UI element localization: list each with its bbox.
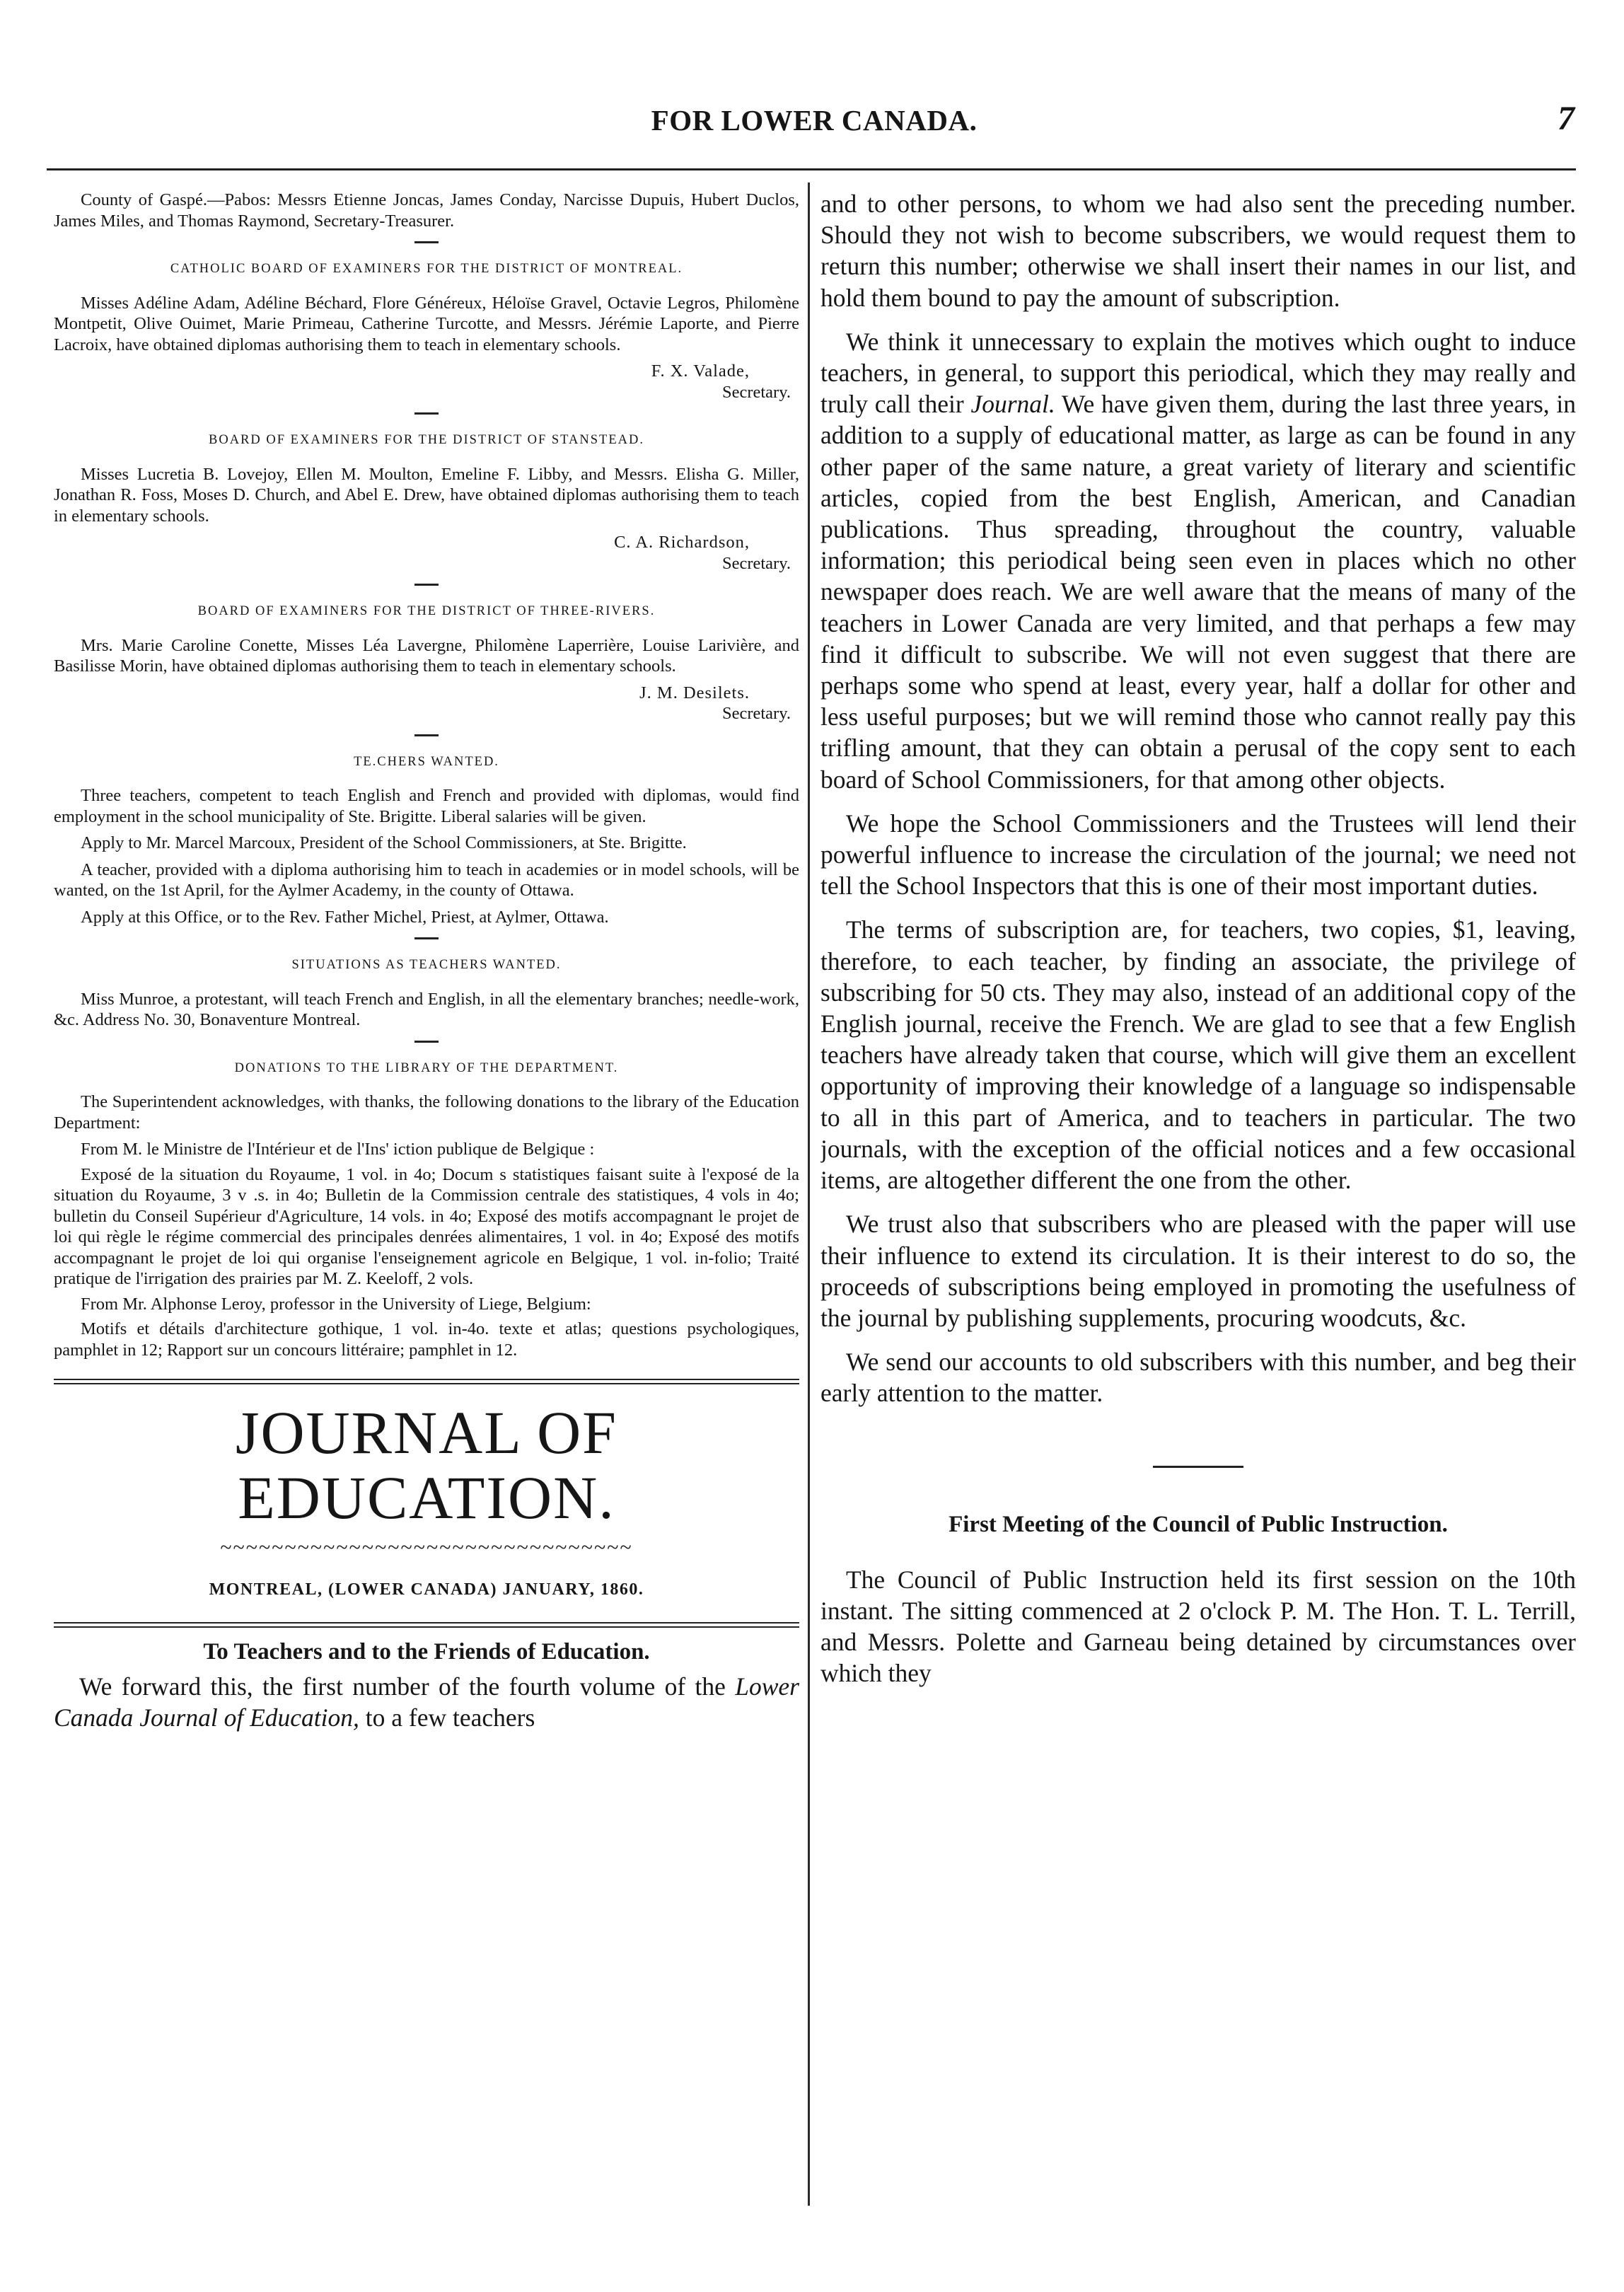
separator-dash [414,241,439,243]
stanstead-board-signature: C. A. Richardson, [614,533,750,552]
separator-dash [414,412,439,415]
column-divider [808,183,810,2206]
masthead-ornament: ~~~~~~~~~~~~~~~~~~~~~~~~~~~~~~~~ [220,1536,633,1559]
teachers-wanted-para: A teacher, provided with a diploma authorising him to teach in academies or in model schools, will be wanted, on the 1st April, for the Aylmer Academy, in the county of Ottawa. [54,860,799,900]
three-rivers-board-signature: J. M. Desilets. [639,683,750,702]
donations-para: Motifs et détails d'architecture gothique, 1 vol. in-4o. texte et atlas; questions psychologiques, pamphlet in 12; Rapport sur un concours littéraire; pamphlet in 12. [54,1319,799,1360]
trust-para: We trust also that subscribers who are pleased with the paper will use their influence to extend its circulation. It is their interest to do so, the proceeds of subscriptions being employed in promoting the usefulness of the journal by publishing supplements, procuring woodcuts, &c. [820,1210,1576,1332]
separator-dash [414,1041,439,1043]
council-heading: First Meeting of the Council of Public Instruction. [949,1511,1448,1537]
donations-para: The Superintendent acknowledges, with thanks, the following donations to the library of the Education Department: [54,1092,799,1133]
council-para: The Council of Public Instruction held its first session on the 10th instant. The sitting commenced at 2 o'clock P. M. The Hon. T. L. Terrill, and Messrs. Polette and Garneau being detained by circumstances over which they [820,1565,1576,1688]
separator-dash [414,937,439,939]
catholic-board-heading: CATHOLIC BOARD OF EXAMINERS FOR THE DISTRICT OF MONTREAL. [170,262,683,276]
masthead-rule [54,1379,799,1380]
three-rivers-board-signature-title: Secretary. [721,704,791,723]
stanstead-board-signature-title: Secretary. [721,553,791,573]
teachers-wanted-para: Three teachers, competent to teach English and French and provided with diplomas, would find employment in the school municipality of Ste. Brigitte. Liberal salaries will be given. [54,786,799,826]
subscription-para: and to other persons, to whom we had also sent the preceding number. Should they not wish to become subscribers, we would request them to return this number; otherwise we shall insert their names in our list, and hold them bound to pay the amount of subscription. [820,190,1576,312]
masthead-rule [54,1383,799,1384]
commissioners-para: We hope the School Commissioners and the Trustees will lend their powerful influence to increase the circulation of the journal; we need not tell the School Inspectors that this is one of their most important duties. [820,809,1576,901]
donations-para: From Mr. Alphonse Leroy, professor in the University of Liege, Belgium: [81,1294,591,1314]
donations-heading: DONATIONS TO THE LIBRARY OF THE DEPARTMENT. [234,1060,619,1075]
friends-text: We forward this, the first number of the fourth volume of the [79,1672,736,1701]
situations-wanted-text: Miss Munroe, a protestant, will teach French and English, in all the elementary branches; needle-work, &c. Address No. 30, Bonaventure Montreal. [54,989,799,1029]
situations-wanted-heading: SITUATIONS AS TEACHERS WANTED. [291,958,562,972]
three-rivers-board-text: Mrs. Marie Caroline Conette, Misses Léa Lavergne, Philomène Laperrière, Louise Larivière, and Basilisse Morin, have obtained diplomas authorising them to teach in elementary schools. [54,635,799,676]
masthead-rule [54,1626,799,1628]
page-header [54,91,1574,154]
three-rivers-board-heading: BOARD OF EXAMINERS FOR THE DISTRICT OF THREE-RIVERS. [197,604,656,618]
separator-dash [414,584,439,586]
motives-text: We think it unnecessary to explain the motives which ought to induce teachers, in general, to support this periodical, which they may really and truly call their [820,327,1576,419]
friends-paragraph [54,1671,799,1733]
masthead-rule [54,1622,799,1624]
masthead-dateline: MONTREAL, (LOWER CANADA) JANUARY, 1860. [209,1580,644,1599]
section-rule [1153,1466,1243,1468]
header-rule [47,168,1576,170]
left-column [54,190,799,2213]
terms-para: The terms of subscription are, for teachers, two copies, $1, leaving, therefore, to each teacher, by finding an associate, the privilege of subscribing for 50 cts. They may also, instead of an additional copy of the English journal, receive the French. We are glad to see that a few English teachers have already taken that course, which will give them an excellent opportunity of improving their knowledge of a language so indispensable to all in this part of America, and to teachers in particular. The two journals, with the exception of the official notices and a few occasional items, are altogether different the one from the other. [820,915,1576,1195]
donations-para: From M. le Ministre de l'Intérieur et de l'Ins' iction publique de Belgique : [81,1140,595,1159]
teachers-wanted-heading: TE.CHERS WANTED. [354,754,499,769]
catholic-board-text: Misses Adéline Adam, Adéline Béchard, Flore Généreux, Héloïse Gravel, Octavie Legros, Philomène Montpetit, Olive Ouimet, Marie Primeau, Catherine Turcotte, and Messrs. Jérémie Laporte, and Pierre Lacroix, have obtained diplomas authorising them to teach in elementary schools. [54,293,799,354]
teachers-wanted-para: Apply to Mr. Marcel Marcoux, President of the School Commissioners, at Ste. Brigitte. [81,833,687,852]
donations-para: Exposé de la situation du Royaume, 1 vol. in 4o; Docum s statistiques faisant suite à l'exposé de la situation du Royaume, 3 v .s. in 4o; Bulletin de la Commission centrale des statistiques, 4 vols in 4o; bulletin du Conseil Supérieur d'Agriculture, 14 vols. in 4o; Exposé des motifs accompagnant le projet de loi qui règle le régime commercial des principales denrées alimentaires, 1 vol. in 4o; Exposé des motifs accompagnant le projet de loi qui organise l'enseignement agricole en Belgique, 1 vol. in-folio; Traité pratique de l'irrigation des prairies par M. Z. Keeloff, 2 vols. [54,1164,799,1288]
running-head: FOR LOWER CANADA. [651,104,978,137]
right-column [820,188,1576,2218]
journal-italic: Journal. [970,390,1055,419]
friends-text: to a few teachers [359,1703,535,1732]
catholic-board-signature: F. X. Valade, [651,361,750,381]
friends-heading: To Teachers and to the Friends of Education. [203,1638,650,1665]
page-number: 7 [1558,100,1574,137]
masthead-title: JOURNAL OF EDUCATION. [235,1399,618,1532]
teachers-wanted-para: Apply at this Office, or to the Rev. Father Michel, Priest, at Aylmer, Ottawa. [81,907,609,927]
motives-text: We have given them, during the last three years, in addition to a supply of educational matter, as large as can be found in any other paper of the same nature, a great variety of literary and scientific articles, copied from the best English, American, and Canadian publications. Thus spreading, throughout the country, valuable information; this periodical being seen even in places which no other newspaper does reach. We are well aware that the means of many of the teachers in Lower Canada are very limited, and that perhaps a few may find it difficult to subscribe. We will not even suggest that there are perhaps some who spend at least, every year, half a dollar for other and less useful purposes; but we will remind those who cannot really pay this trifling amount, that they can obtain a perusal of the copy sent to each board of School Commissioners, for that among other objects. [820,390,1576,794]
stanstead-board-text: Misses Lucretia B. Lovejoy, Ellen M. Moulton, Emeline F. Libby, and Messrs. Elisha G. Miller, Jonathan R. Foss, Moses D. Church, and Abel E. Drew, have obtained diplomas authorising them to teach in elementary schools. [54,464,799,526]
gaspe-notice: County of Gaspé.—Pabos: Messrs Etienne Joncas, James Conday, Narcisse Dupuis, Hubert Duclos, James Miles, and Thomas Raymond, Secretary-Treasurer. [54,190,799,231]
catholic-board-signature-title: Secretary. [721,382,791,402]
separator-dash [414,734,439,736]
stanstead-board-heading: BOARD OF EXAMINERS FOR THE DISTRICT OF STANSTEAD. [209,433,644,447]
journal-title-italic: Lower Canada Journal of Education, [54,1672,799,1732]
accounts-para: We send our accounts to old subscribers with this number, and beg their early attention to the matter. [820,1348,1576,1408]
motives-para [820,326,1576,795]
